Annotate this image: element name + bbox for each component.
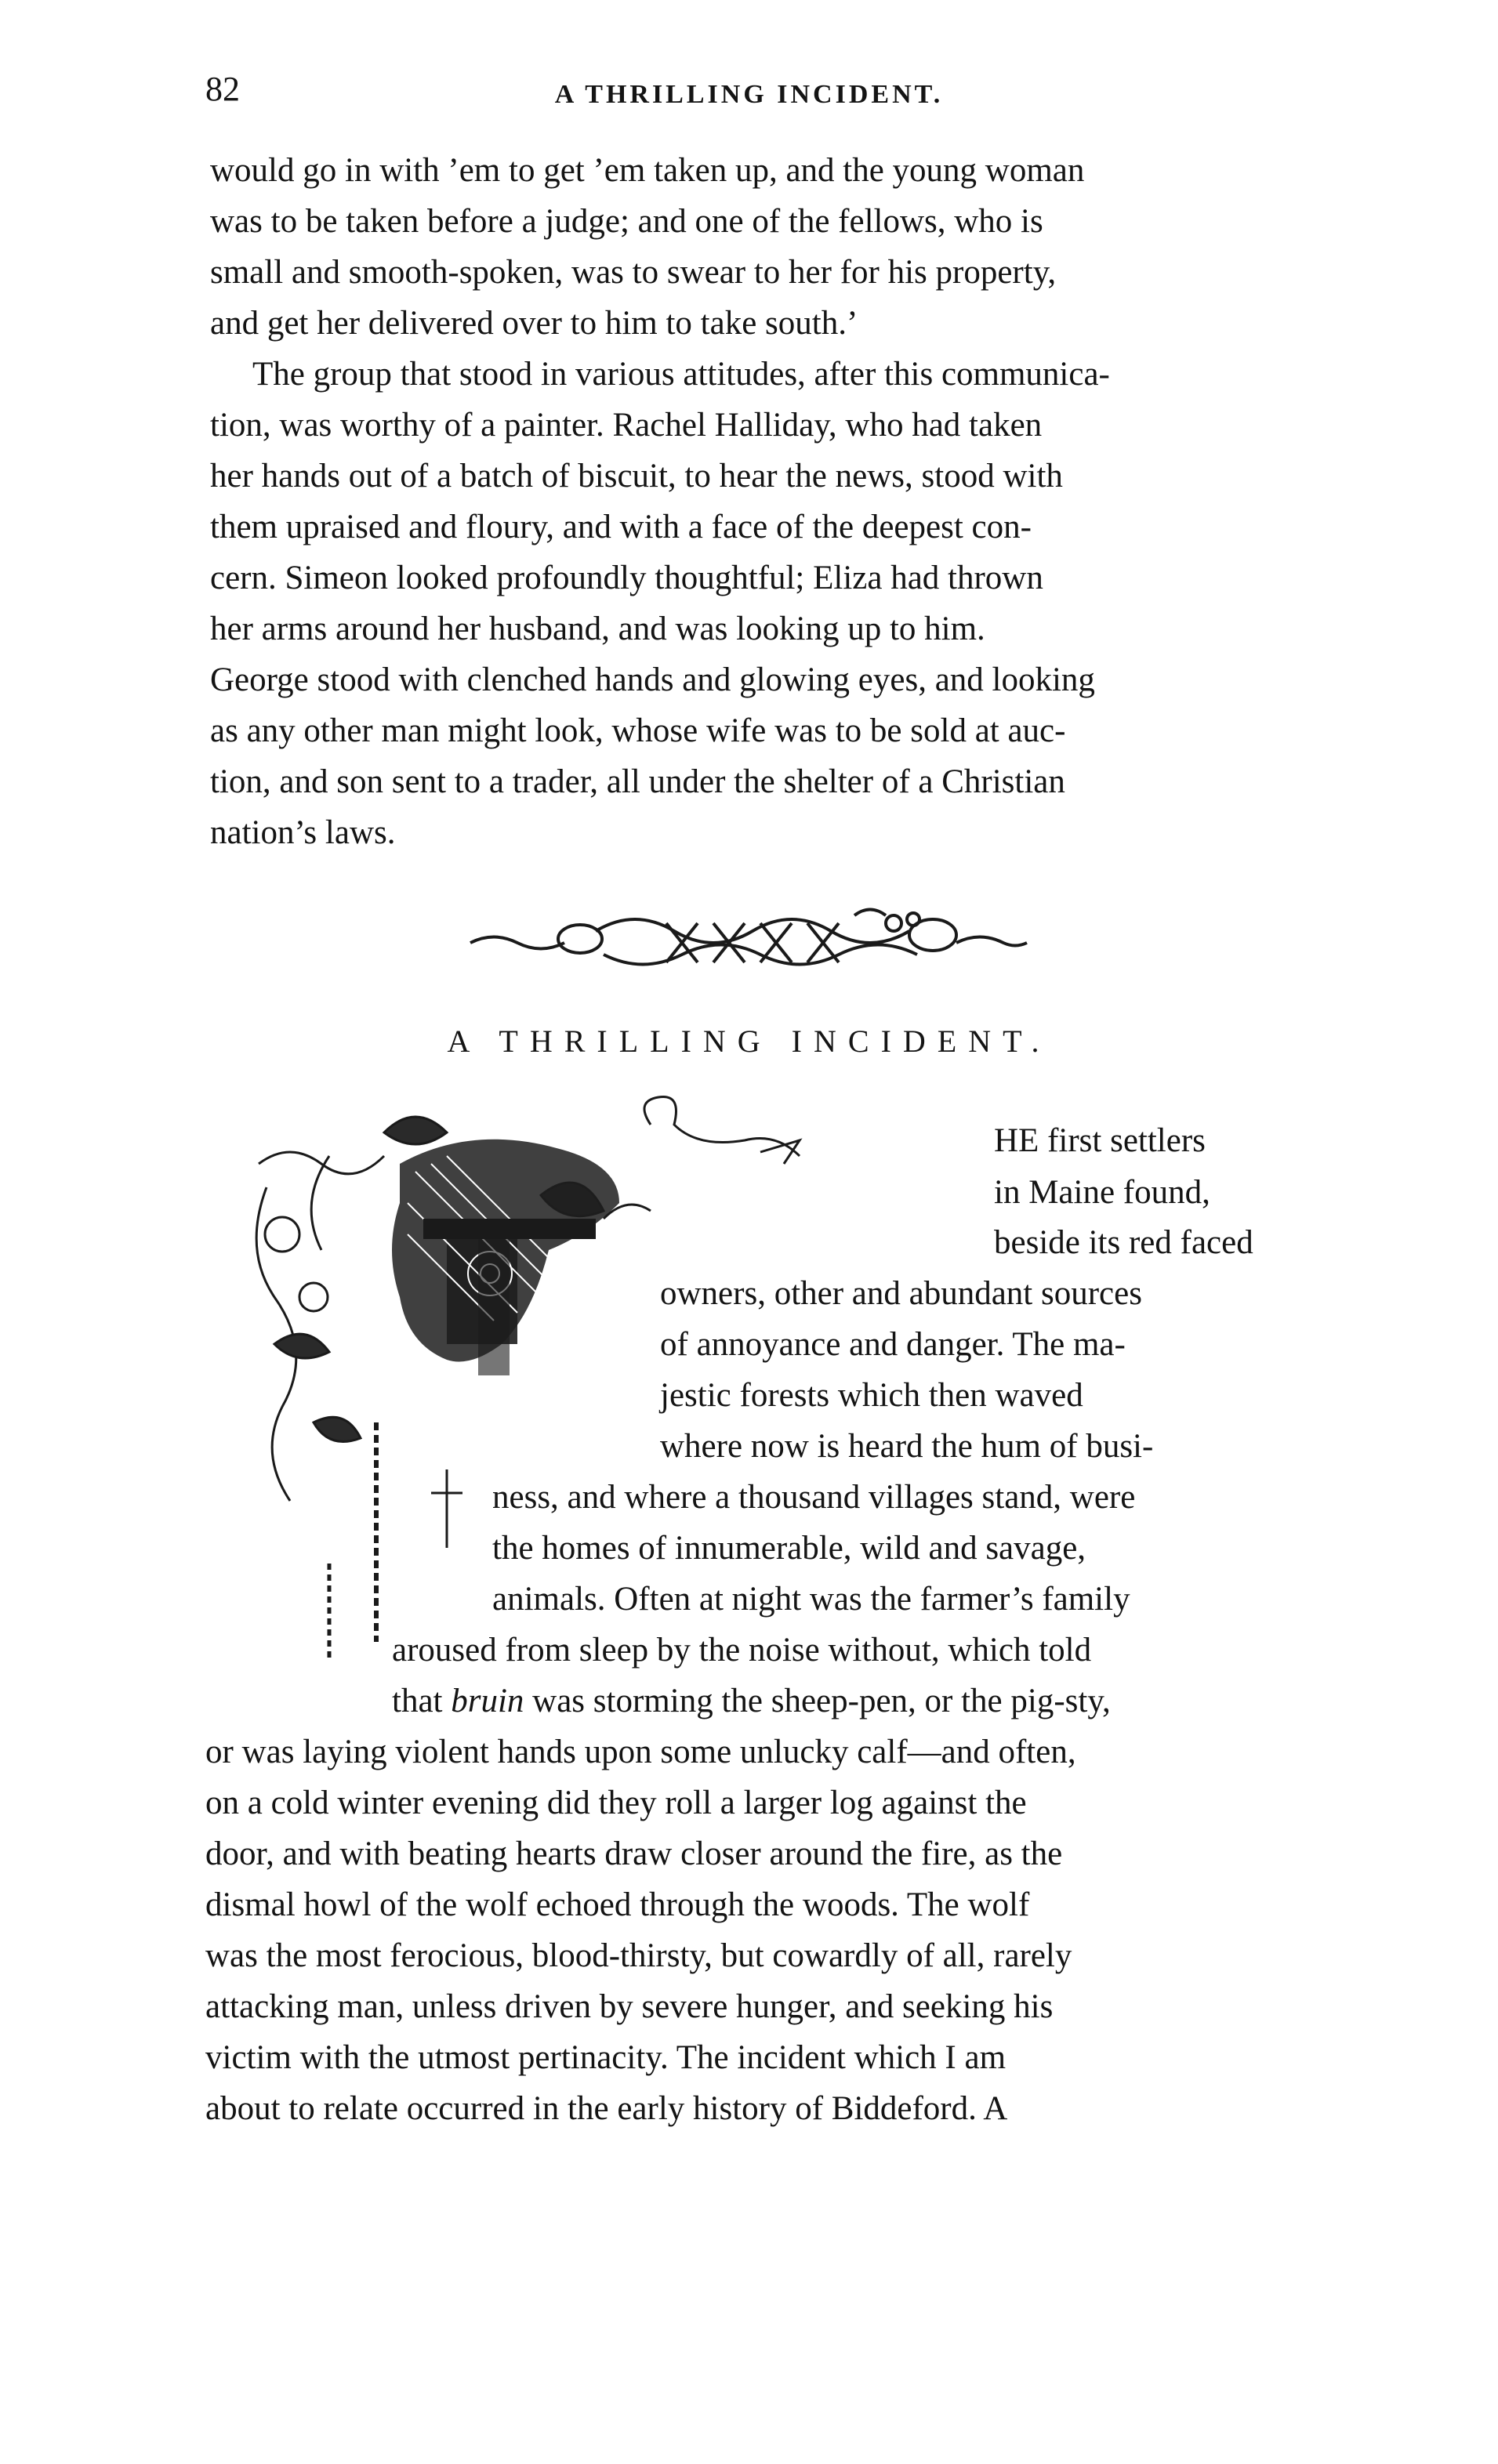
text-line: tion, and son sent to a trader, all under the shelter of a Christian <box>210 763 1065 800</box>
text-line: dismal howl of the wolf echoed through the woods. The wolf <box>205 1886 1030 1923</box>
text-line: small and smooth-spoken, was to swear to her for his property, <box>210 254 1057 291</box>
page-number: 82 <box>205 70 240 108</box>
text-line: owners, other and abundant sources <box>660 1275 1142 1312</box>
text-line: victim with the utmost pertinacity. The incident which I am <box>205 2039 1007 2076</box>
text-line <box>392 1681 1111 1722</box>
text-line: nation’s laws. <box>210 814 396 851</box>
italic-word: bruin <box>451 1683 524 1719</box>
text-line: would go in with ’em to get ’em taken up, and the young woman <box>210 152 1085 189</box>
text-line: was to be taken before a judge; and one of the fellows, who is <box>210 203 1043 240</box>
text-line: animals. Often at night was the farmer’s family <box>492 1581 1130 1618</box>
text-line: her hands out of a batch of biscuit, to hear the news, stood with <box>210 458 1063 495</box>
text-line: The group that stood in various attitudes, after this communica- <box>252 356 1110 393</box>
text-line: tion, was worthy of a painter. Rachel Halliday, who had taken <box>210 407 1043 444</box>
text-line: jestic forests which then waved <box>660 1377 1083 1414</box>
text-line: aroused from sleep by the noise without, which told <box>392 1632 1092 1669</box>
text-line: HE first settlers <box>994 1122 1206 1159</box>
running-head: A THRILLING INCIDENT. <box>554 80 944 109</box>
text-line: where now is heard the hum of busi- <box>660 1428 1154 1465</box>
text-line: attacking man, unless driven by severe hunger, and seeking his <box>205 1988 1054 2025</box>
text-segment: that <box>392 1683 443 1719</box>
text-line: ness, and where a thousand villages stand, were <box>492 1479 1136 1516</box>
text-line: door, and with beating hearts draw closer around the fire, as the <box>205 1835 1063 1872</box>
text-line: George stood with clenched hands and glowing eyes, and looking <box>210 661 1095 698</box>
ornament-divider-icon <box>462 900 1035 986</box>
text-line: cern. Simeon looked profoundly thoughtful; Eliza had thrown <box>210 560 1043 596</box>
text-line: beside its red faced <box>994 1224 1253 1261</box>
text-line: about to relate occurred in the early history of Biddeford. A <box>205 2090 1008 2127</box>
text-line: as any other man might look, whose wife was to be sold at auc- <box>210 712 1066 749</box>
text-line: and get her delivered over to him to take south.’ <box>210 305 858 342</box>
text-line: them upraised and floury, and with a face of the deepest con- <box>210 509 1032 545</box>
section-title: A THRILLING INCIDENT. <box>447 1024 1051 1059</box>
text-line: of annoyance and danger. The ma- <box>660 1326 1126 1363</box>
text-line: or was laying violent hands upon some unlucky calf—and often, <box>205 1734 1076 1770</box>
text-line: her arms around her husband, and was looking up to him. <box>210 611 985 647</box>
text-line: the homes of innumerable, wild and savage, <box>492 1530 1086 1567</box>
text-line: in Maine found, <box>994 1174 1210 1211</box>
text-line: was the most ferocious, blood-thirsty, but cowardly of all, rarely <box>205 1937 1072 1974</box>
text-segment: was storming the sheep-pen, or the pig-sty, <box>532 1683 1111 1719</box>
text-line: on a cold winter evening did they roll a larger log against the <box>205 1785 1027 1821</box>
